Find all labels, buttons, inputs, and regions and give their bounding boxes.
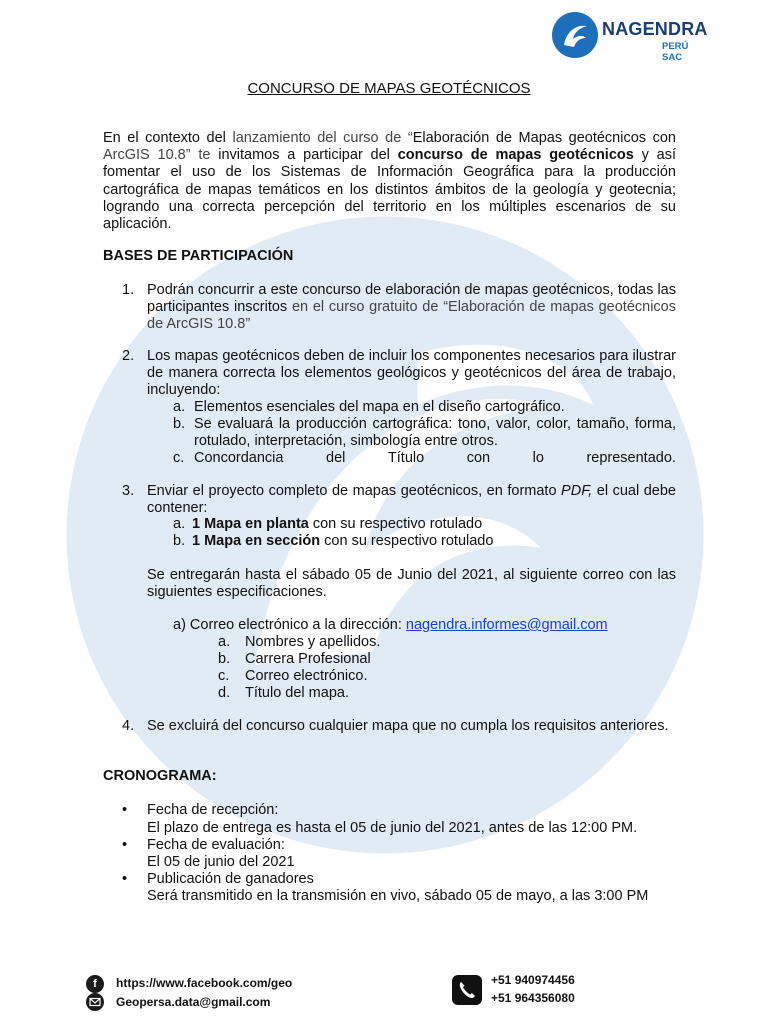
- sub-label: a.: [173, 516, 186, 532]
- list-number: 2.: [122, 348, 135, 364]
- schedule-reception-title: Fecha de recepción:: [147, 802, 279, 818]
- logo-emblem-icon: [552, 12, 598, 58]
- spec-label: c.: [218, 668, 230, 684]
- sub-item-planta: 1 Mapa en planta con su respectivo rotulado: [192, 516, 483, 532]
- intro-text-mid: invitamos a participar del: [210, 147, 398, 164]
- schedule-evaluation-text: El 05 de junio del 2021: [147, 854, 295, 870]
- list-number: 3.: [122, 483, 135, 499]
- spec-item: Carrera Profesional: [245, 651, 371, 667]
- phone-1[interactable]: +51 940974456: [491, 973, 575, 987]
- schedule-heading: CRONOGRAMA:: [103, 768, 217, 784]
- spec-label: b.: [218, 651, 231, 667]
- phone-icon: [452, 975, 482, 1005]
- deadline-text: Se entregarán hasta el sábado 05 de Junio del 2021, al siguiente correo con las siguientes especificaciones.: [147, 567, 676, 600]
- spec-item: Nombres y apellidos.: [245, 634, 381, 650]
- sub-item-a: Elementos esenciales del mapa en el diseño cartográfico.: [194, 399, 565, 415]
- schedule-evaluation-title: Fecha de evaluación:: [147, 837, 285, 853]
- bases-heading: BASES DE PARTICIPACIÓN: [103, 248, 294, 264]
- schedule-winners-text: Será transmitido en la transmisión en vivo, sábado 05 de mayo, a las 3:00 PM: [147, 888, 649, 904]
- list-number: 1.: [122, 282, 135, 298]
- spec-label: d.: [218, 685, 231, 701]
- mail-icon: [86, 993, 104, 1011]
- bullet: •: [122, 837, 128, 853]
- list-item-3: Enviar el proyecto completo de mapas geotécnicos, en formato PDF, el cual debe contener:: [147, 483, 676, 516]
- sub-item-seccion: 1 Mapa en sección con su respectivo rotulado: [192, 533, 494, 549]
- intro-text: En el contexto del: [103, 130, 233, 146]
- document-title: CONCURSO DE MAPAS GEOTÉCNICOS: [247, 80, 531, 97]
- bullet: •: [122, 802, 128, 818]
- sub-label: b.: [173, 416, 186, 432]
- sub-label: c.: [173, 450, 185, 466]
- phone-2[interactable]: +51 964356080: [491, 991, 575, 1005]
- intro-paragraph: [103, 130, 676, 233]
- company-logo: [552, 12, 708, 63]
- list-item-4: Se excluirá del concurso cualquier mapa que no cumpla los requisitos anteriores.: [147, 718, 669, 734]
- footer-email[interactable]: Geopersa.data@gmail.com: [116, 995, 271, 1009]
- spec-label: a.: [218, 634, 231, 650]
- sub-label: a.: [173, 399, 186, 415]
- intro-text-rest: y así fomentar el uso de los Sistemas de Información Geográfica para la producción cartográfica de mapas temáticos en los distintos ámbitos de la geología y geotecnia; logrando una correcta percepción del territorio en los múltiples escenarios de su aplicación.: [103, 147, 676, 233]
- list-item-2: Los mapas geotécnicos deben de incluir los componentes necesarios para ilustrar de manera correcta los elementos geológicos y geotécnicos del área de trabajo, incluyendo:: [147, 348, 676, 398]
- logo-name: NAGENDRA: [602, 19, 708, 39]
- email-line: a) Correo electrónico a la dirección: nagendra.informes@gmail.com: [173, 617, 608, 633]
- list-number: 4.: [122, 718, 135, 734]
- email-link[interactable]: nagendra.informes@gmail.com: [405, 617, 608, 633]
- spec-item: Correo electrónico.: [245, 668, 368, 684]
- bullet: •: [122, 871, 128, 887]
- intro-light-text-2: ArcGIS 10.8” te: [103, 147, 211, 164]
- list-item-1: Podrán concurrir a este concurso de elaboración de mapas geotécnicos, todas las participantes inscritos en el curso gratuito de “Elaboración de mapas geotécnicos de ArcGIS 10.8”: [147, 282, 676, 332]
- spec-item: Título del mapa.: [245, 685, 349, 701]
- sub-label: b.: [173, 533, 186, 549]
- schedule-winners-title: Publicación de ganadores: [147, 871, 314, 887]
- schedule-reception-text: El plazo de entrega es hasta el 05 de junio del 2021, antes de las 12:00 PM.: [147, 820, 638, 836]
- intro-light-text: lanzamiento del curso de “: [232, 130, 413, 146]
- facebook-icon: f: [86, 975, 104, 993]
- sub-item-c: Concordancia del Título con lo representado.: [194, 450, 676, 466]
- intro-course-name: Elaboración de Mapas geotécnicos con: [412, 130, 676, 146]
- facebook-link[interactable]: https://www.facebook.com/geo: [116, 976, 293, 990]
- logo-subtitle: PERÚ SAC: [662, 41, 689, 63]
- sub-item-b: Se evaluará la producción cartográfica: tono, valor, color, tamaño, forma, rotulado, interpretación, simbología entre otros.: [194, 416, 676, 449]
- intro-bold-text: concurso de mapas geotécnicos: [397, 147, 634, 164]
